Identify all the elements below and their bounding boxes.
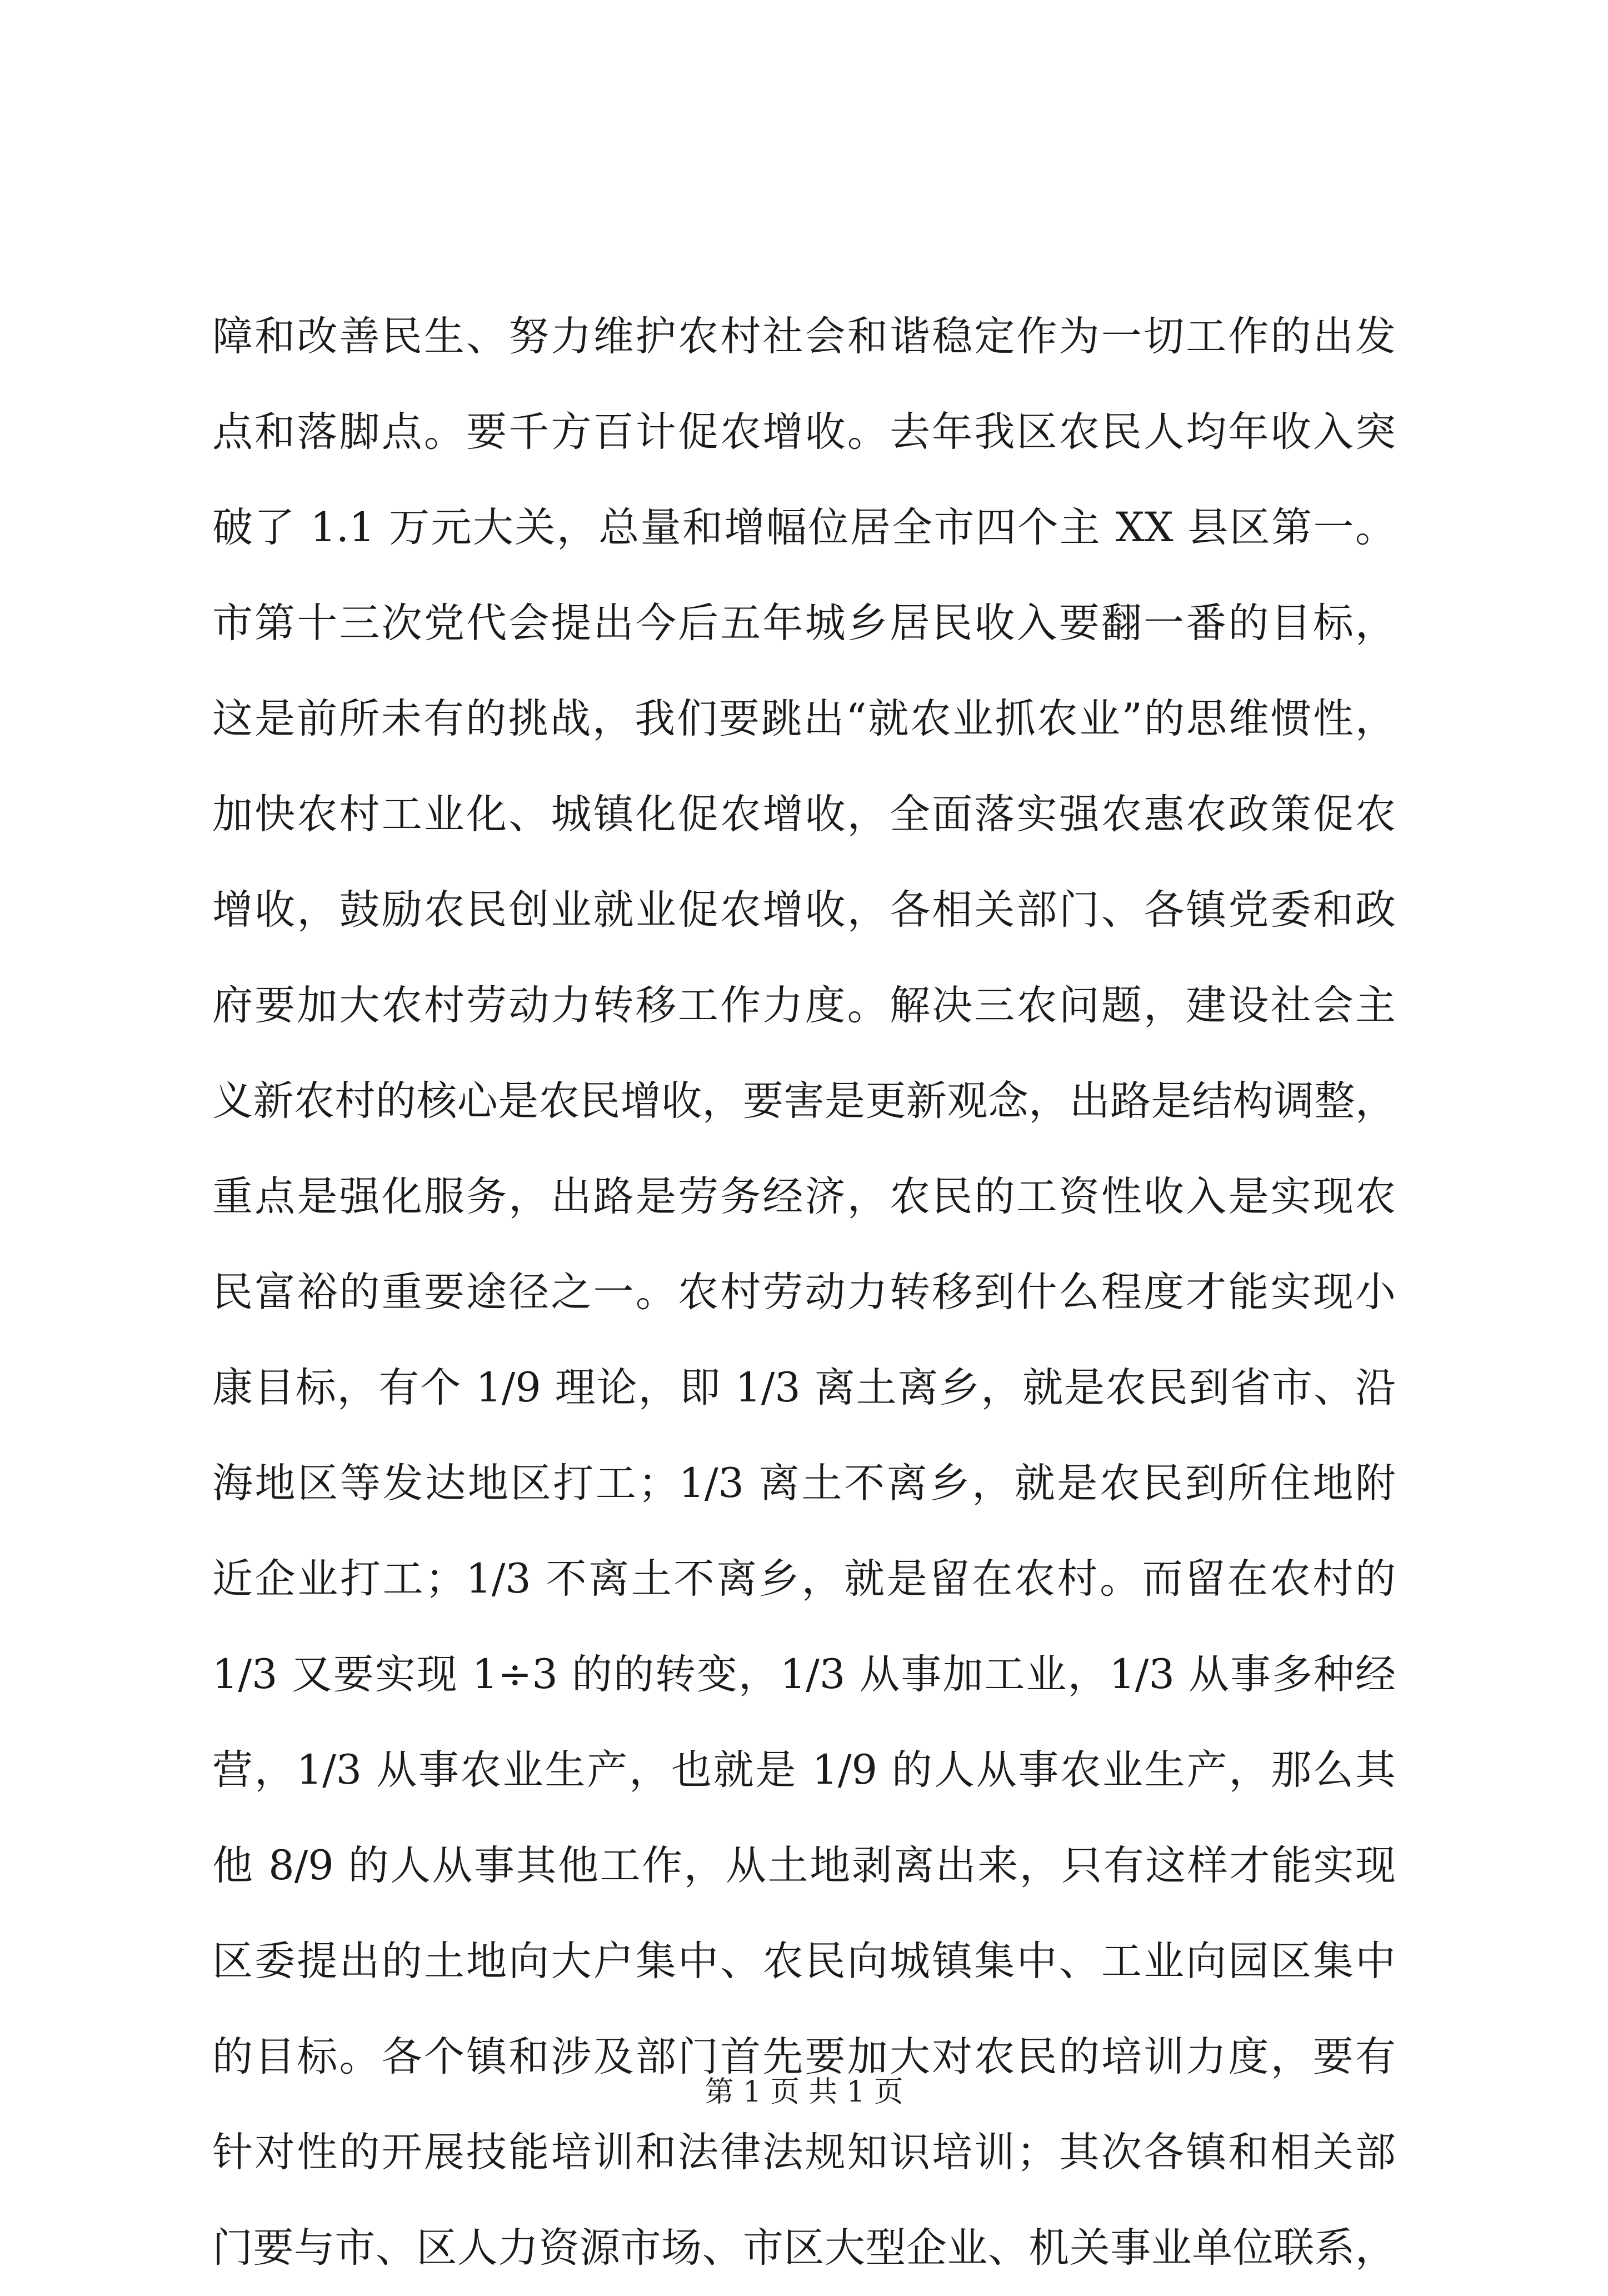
text-line-2: 点和落脚点。要千方百计促农增收。去年我区农民人均年收入突 (212, 408, 1396, 456)
text-line-6: 加快农村工业化、城镇化促农增收，全面落实强农惠农政策促农 (212, 791, 1396, 838)
text-line-1: 障和改善民生、努力维护农村社会和谐稳定作为一切工作的出发 (212, 313, 1396, 360)
text-line-18: 区委提出的土地向大户集中、农民向城镇集中、工业向园区集中 (212, 1938, 1396, 1985)
page-footer (0, 2070, 1608, 2114)
text-line-8: 府要加大农村劳动力转移工作力度。解决三农问题，建设社会主 (212, 982, 1396, 1029)
body-text (212, 289, 1396, 2296)
text-line-12: 康目标，有个 1/9 理论，即 1/3 离土离乡，就是农民到省市、沿 (212, 1364, 1396, 1411)
text-line-4: 市第十三次党代会提出今后五年城乡居民收入要翻一番的目标， (212, 600, 1396, 647)
text-line-17: 他 8/9 的人从事其他工作，从土地剥离出来，只有这样才能实现 (212, 1842, 1396, 1889)
text-line-13: 海地区等发达地区打工；1/3 离土不离乡，就是农民到所住地附 (212, 1460, 1396, 1507)
text-line-14: 近企业打工；1/3 不离土不离乡，就是留在农村。而留在农村的 (212, 1555, 1396, 1603)
text-line-7: 增收，鼓励农民创业就业促农增收，各相关部门、各镇党委和政 (212, 886, 1396, 934)
text-line-16: 营，1/3 从事农业生产，也就是 1/9 的人从事农业生产，那么其 (212, 1746, 1396, 1794)
text-line-5: 这是前所未有的挑战，我们要跳出“就农业抓农业”的思维惯性， (212, 695, 1396, 742)
text-line-19: 的目标。各个镇和涉及部门首先要加大对农民的培训力度，要有 (212, 2033, 1396, 2080)
text-line-11: 民富裕的重要途径之一。农村劳动力转移到什么程度才能实现小 (212, 1269, 1396, 1316)
text-line-20: 针对性的开展技能培训和法律法规知识培训；其次各镇和相关部 (212, 2129, 1396, 2176)
text-line-3: 破了 1.1 万元大关，总量和增幅位居全市四个主 XX 县区第一。 (212, 504, 1396, 551)
page-number-label: 第 1 页 共 1 页 (705, 2075, 903, 2109)
text-line-9: 义新农村的核心是农民增收，要害是更新观念，出路是结构调整， (212, 1077, 1396, 1125)
text-line-15: 1/3 又要实现 1÷3 的的转变，1/3 从事加工业，1/3 从事多种经 (212, 1651, 1396, 1698)
text-line-10: 重点是强化服务，出路是劳务经济，农民的工资性收入是实现农 (212, 1173, 1396, 1220)
text-line-21: 门要与市、区人力资源市场、市区大型企业、机关事业单位联系， (212, 2224, 1396, 2272)
